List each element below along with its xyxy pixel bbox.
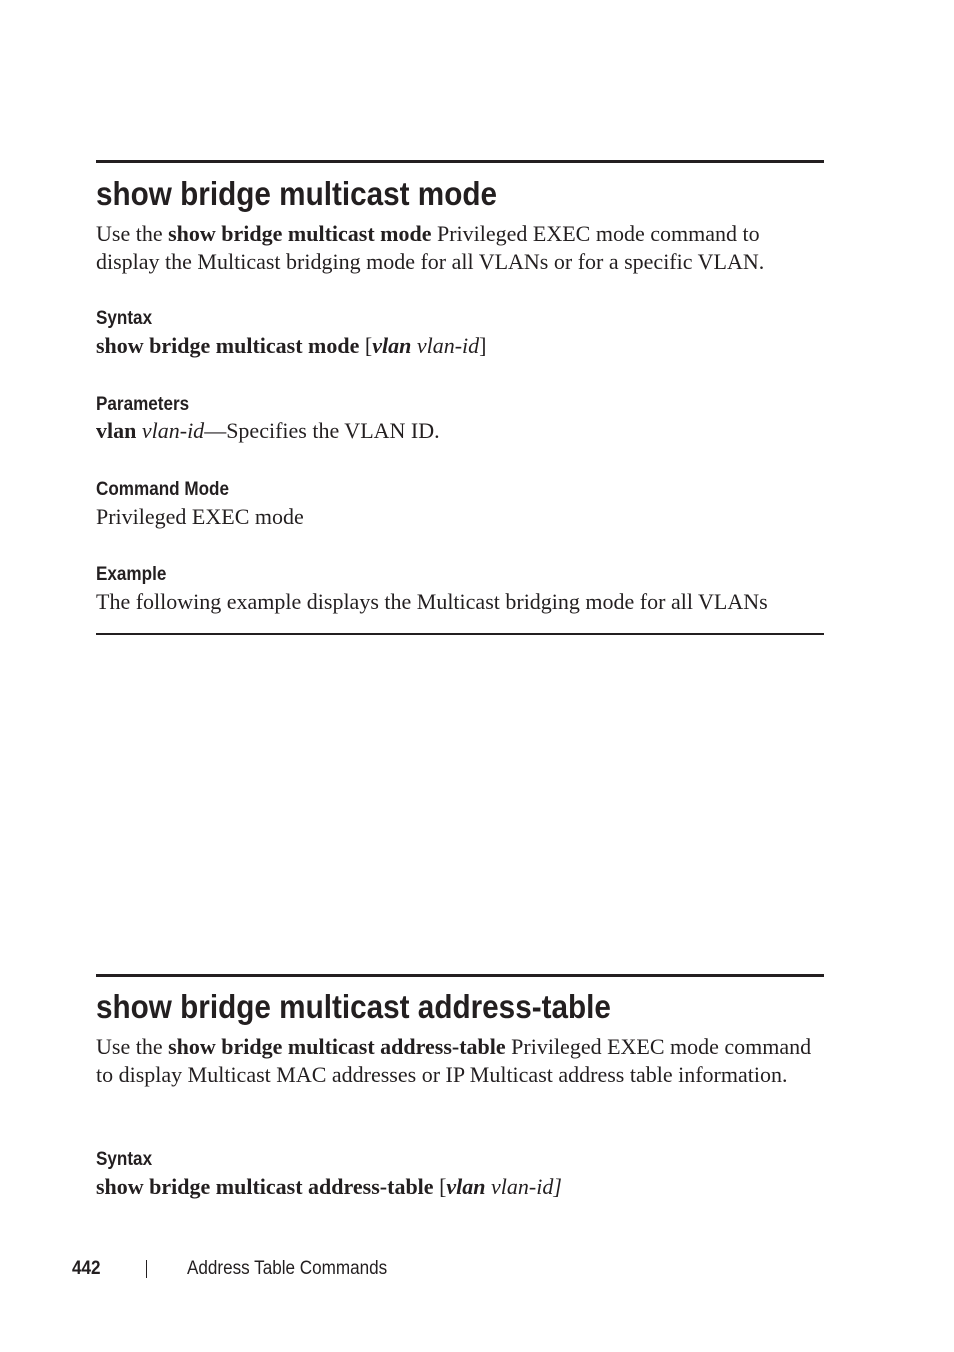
section-top-rule (96, 160, 824, 163)
parameters-heading: Parameters (96, 394, 190, 415)
command-name: show bridge multicast address-table (168, 1034, 506, 1059)
syntax-line: show bridge multicast address-table [vlan vlan-id] (96, 1174, 562, 1199)
footer-separator (146, 1260, 147, 1278)
page-number: 442 (72, 1258, 101, 1279)
chapter-title: Address Table Commands (187, 1258, 388, 1279)
command-mode-heading: Command Mode (96, 479, 230, 500)
section-title: show bridge multicast address-table (96, 988, 611, 1025)
parameter-line: vlan vlan-id—Specifies the VLAN ID. (96, 418, 440, 443)
syntax-heading: Syntax (96, 308, 153, 329)
command-mode-text: Privileged EXEC mode (96, 504, 304, 529)
example-text: The following example displays the Multicast bridging mode for all VLANs (96, 589, 768, 614)
section-intro: Use the show bridge multicast address-table Privileged EXEC mode command to display Multicast MAC addresses or IP Multicast address table information. (96, 1034, 812, 1087)
section-top-rule (96, 974, 824, 977)
section-title: show bridge multicast mode (96, 175, 498, 212)
section-bottom-rule (96, 633, 824, 635)
example-heading: Example (96, 564, 167, 585)
command-name: show bridge multicast mode (168, 221, 432, 246)
syntax-heading: Syntax (96, 1149, 153, 1170)
section-intro: Use the show bridge multicast mode Privileged EXEC mode command to display the Multicast bridging mode for all VLANs or for a specific VLAN. (96, 221, 765, 274)
syntax-line: show bridge multicast mode [vlan vlan-id] (96, 333, 487, 358)
